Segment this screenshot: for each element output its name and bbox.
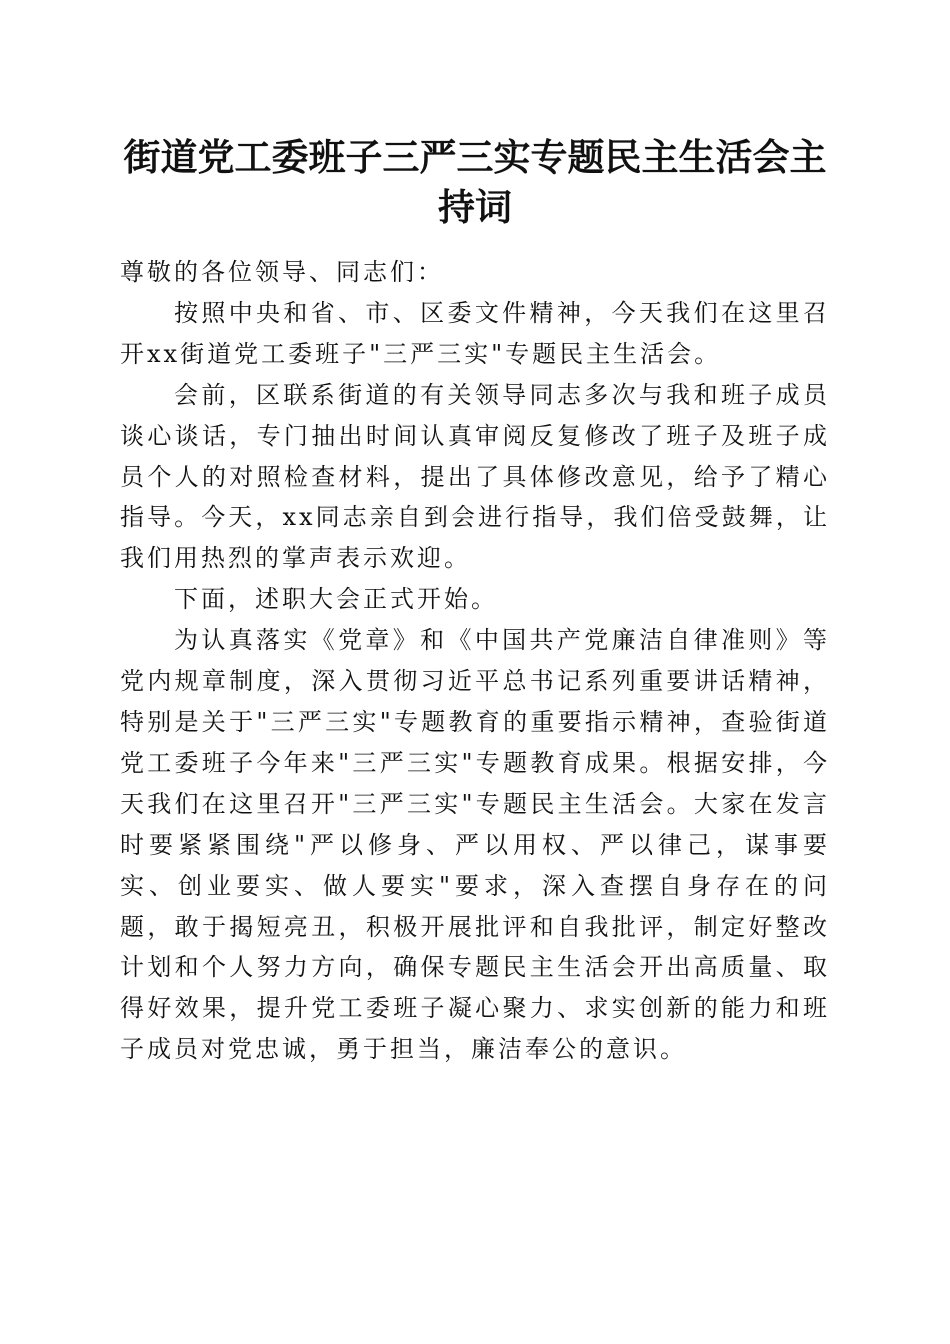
document-title: 街道党工委班子三严三实专题民主生活会主持词 <box>123 135 827 229</box>
paragraph-start: 下面，述职大会正式开始。 <box>174 585 498 614</box>
paragraph-preparation: 会前，区联系街道的有关领导同志多次与我和班子成员谈心谈话，专门抽出时间认真审阅反复修改了班子及班子成员个人的对照检查材料，提出了具体修改意见，给予了精心指导。今天，xx同志亲自到会进行指导，我们倍受鼓舞，让我们用热烈的掌声表示欢迎。 <box>120 380 830 573</box>
paragraph-purpose: 为认真落实《党章》和《中国共产党廉洁自律准则》等党内规章制度，深入贯彻习近平总书记系列重要讲话精神，特别是关于"三严三实"专题教育的重要指示精神，查验街道党工委班子今年来"三严三实"专题教育成果。根据安排，今天我们在这里召开"三严三实"专题民主生活会。大家在发言时要紧紧围绕"严以修身、严以用权、严以律己，谋事要实、创业要实、做人要实"要求，深入查摆自身存在的问题，敢于揭短亮丑，积极开展批评和自我批评，制定好整改计划和个人努力方向，确保专题民主生活会开出高质量、取得好效果，提升党工委班子凝心聚力、求实创新的能力和班子成员对党忠诚，勇于担当，廉洁奉公的意识。 <box>120 626 830 1064</box>
salutation: 尊敬的各位领导、同志们： <box>120 258 444 286</box>
document-body <box>120 252 830 1070</box>
paragraph-opening: 按照中央和省、市、区委文件精神，今天我们在这里召开xx街道党工委班子"三严三实"专题民主生活会。 <box>120 298 830 368</box>
